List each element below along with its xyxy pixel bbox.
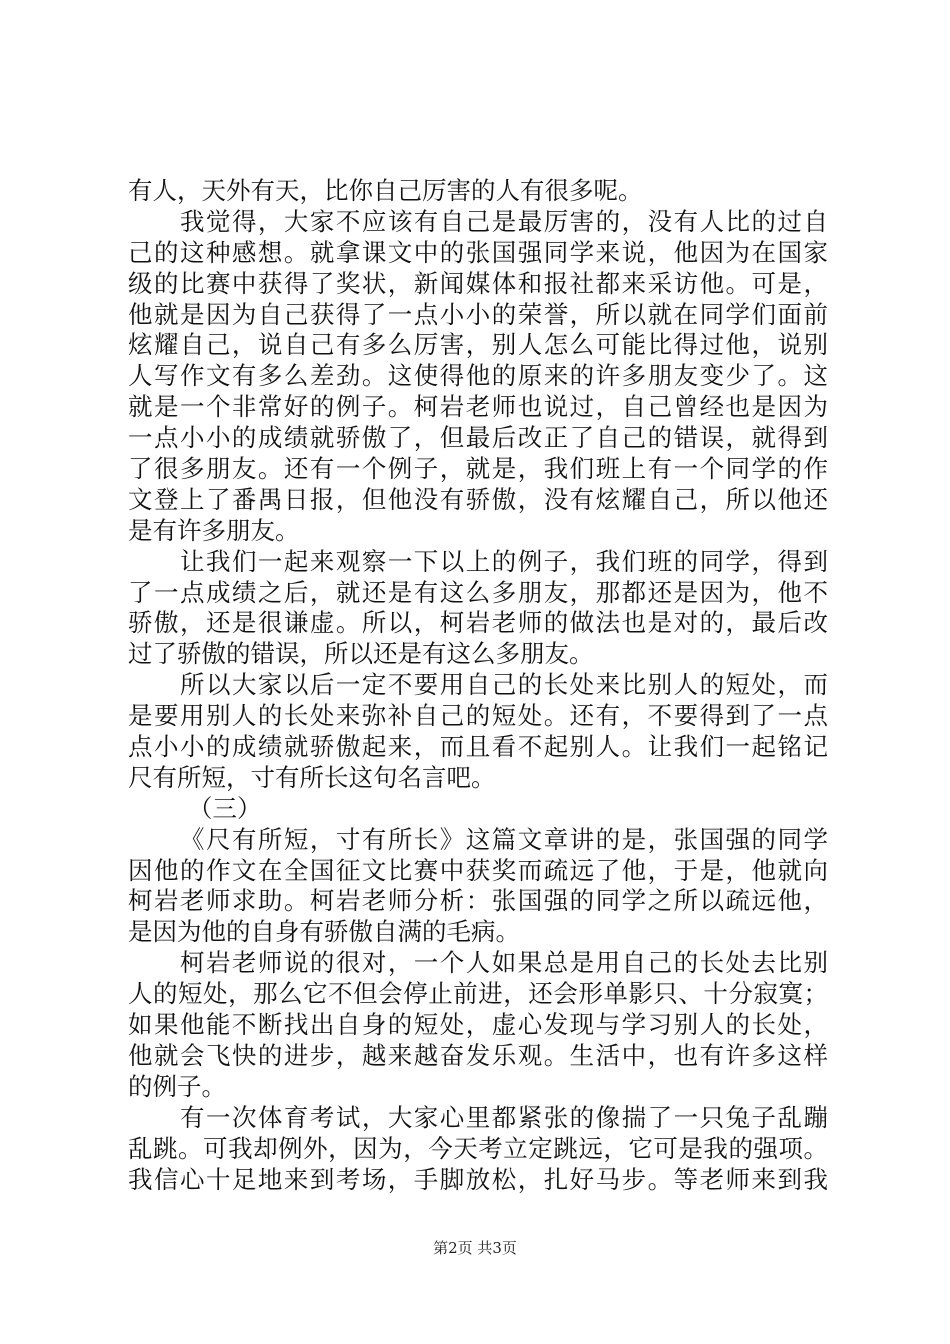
page-number-footer: 第2页 共3页 bbox=[433, 1239, 517, 1257]
text-line: 己的这种感想。就拿课文中的张国强同学来说，他因为在国家 bbox=[128, 237, 828, 267]
text-line: 因他的作文在全国征文比赛中获奖而疏远了他，于是，他就向 bbox=[128, 855, 828, 885]
text-line: 《尺有所短，寸有所长》这篇文章讲的是，张国强的同学 bbox=[180, 824, 828, 854]
text-line: 一点小小的成绩就骄傲了，但最后改正了自己的错误，就得到 bbox=[128, 423, 828, 453]
text-line: 柯岩老师求助。柯岩老师分析：张国强的同学之所以疏远他， bbox=[128, 886, 828, 916]
section-heading: （三） bbox=[188, 793, 262, 823]
text-line: 乱跳。可我却例外，因为，今天考立定跳远，它可是我的强项。 bbox=[128, 1133, 828, 1163]
text-line: 了一点成绩之后，就还是有这么多朋友，那都还是因为，他不 bbox=[128, 577, 828, 607]
text-line: 骄傲，还是很谦虚。所以，柯岩老师的做法也是对的，最后改 bbox=[128, 608, 828, 638]
text-line: 有人，天外有天，比你自己厉害的人有很多呢。 bbox=[128, 176, 643, 205]
text-line: 他就会飞快的进步，越来越奋发乐观。生活中，也有许多这样 bbox=[128, 1040, 828, 1070]
text-line: 如果他能不断找出自身的短处，虚心发现与学习别人的长处， bbox=[128, 1010, 828, 1040]
text-line: 炫耀自己，说自己有多么厉害，别人怎么可能比得过他，说别 bbox=[128, 330, 828, 360]
text-line: 我信心十足地来到考场，手脚放松，扎好马步。等老师来到我 bbox=[128, 1164, 828, 1194]
text-line: 所以大家以后一定不要用自己的长处来比别人的短处，而 bbox=[180, 670, 828, 700]
text-line: 是因为他的自身有骄傲自满的毛病。 bbox=[128, 917, 520, 947]
text-line: 尺有所短，寸有所长这句名言吧。 bbox=[128, 762, 496, 792]
text-line: 就是一个非常好的例子。柯岩老师也说过，自己曾经也是因为 bbox=[128, 392, 828, 422]
text-line: 是要用别人的长处来弥补自己的短处。还有，不要得到了一点 bbox=[128, 701, 828, 731]
text-line: 级的比赛中获得了奖状，新闻媒体和报社都来采访他。可是， bbox=[128, 268, 828, 298]
text-line: 柯岩老师说的很对，一个人如果总是用自己的长处去比别 bbox=[180, 948, 828, 978]
text-line: 了很多朋友。还有一个例子，就是，我们班上有一个同学的作 bbox=[128, 454, 828, 484]
text-line: 人写作文有多么差劲。这使得他的原来的许多朋友变少了。这 bbox=[128, 361, 828, 391]
text-line: 我觉得，大家不应该有自己是最厉害的，没有人比的过自 bbox=[180, 206, 828, 236]
text-line: 是有许多朋友。 bbox=[128, 515, 300, 545]
text-line: 有一次体育考试，大家心里都紧张的像揣了一只兔子乱蹦 bbox=[180, 1102, 828, 1132]
text-line: 过了骄傲的错误，所以还是有这么多朋友。 bbox=[128, 639, 594, 669]
document-body bbox=[128, 176, 828, 1195]
text-line: 点小小的成绩就骄傲起来，而且看不起别人。让我们一起铭记 bbox=[128, 732, 828, 762]
text-line: 文登上了番禺日报，但他没有骄傲，没有炫耀自己，所以他还 bbox=[128, 484, 828, 514]
text-line: 他就是因为自己获得了一点小小的荣誉，所以就在同学们面前 bbox=[128, 299, 828, 329]
text-line: 让我们一起来观察一下以上的例子，我们班的同学，得到 bbox=[180, 546, 828, 576]
text-line: 人的短处，那么它不但会停止前进，还会形单影只、十分寂寞； bbox=[128, 979, 828, 1009]
text-line: 的例子。 bbox=[128, 1071, 226, 1101]
